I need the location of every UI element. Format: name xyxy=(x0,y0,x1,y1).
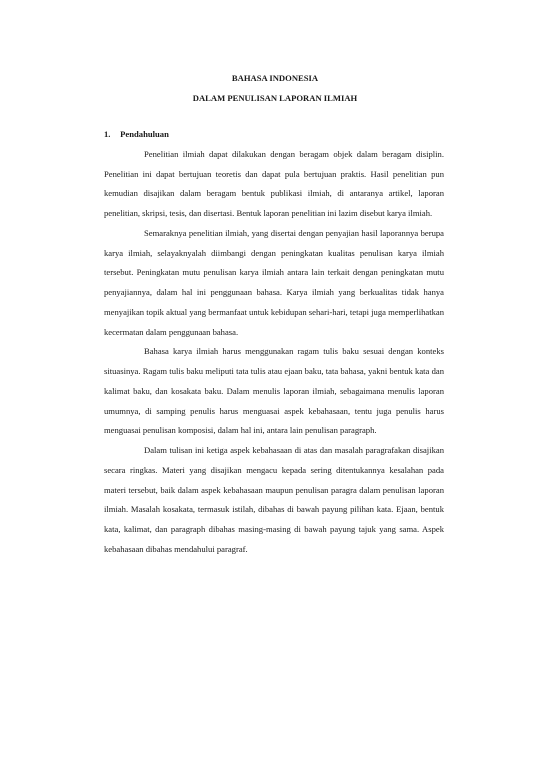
title-line-1: BAHASA INDONESIA xyxy=(231,73,319,83)
section-number: 1. xyxy=(104,129,111,139)
section-title: Pendahuluan xyxy=(120,129,169,139)
document-title xyxy=(0,68,550,108)
paragraph-1: Penelitian ilmiah dapat dilakukan dengan beragam objek dalam beragam disiplin. Penelitian ini dapat bertujuan teoretis dan dapat pula bertujuan praktis. Hasil penelitian pun kemudian disajikan dalam beragam bentuk publikasi ilmiah, di antaranya artikel, laporan penelitian, skripsi, tesis, dan disertasi. Bentuk laporan penelitian ini lazim disebut karya ilmiah. xyxy=(104,148,444,218)
title-line-2: DALAM PENULISAN LAPORAN ILMIAH xyxy=(192,93,358,103)
paragraph-2: Semaraknya penelitian ilmiah, yang disertai dengan penyajian hasil laporannya berupa karya ilmiah, selayaknyalah diimbangi dengan peningkatan kualitas penulisan karya ilmiah tersebut. Peningkatan mutu penulisan karya ilmiah antara lain terkait dengan peningkatan mutu penyajiannya, dalam hal ini penggunaan bahasa. Karya ilmiah yang berkualitas tidak hanya menyajikan topik aktual yang bermanfaat untuk kebidupan sehari-hari, tetapi juga memperlihatkan kecermatan dalam penggunaan bahasa. xyxy=(104,227,444,337)
paragraph-3: Bahasa karya ilmiah harus menggunakan ragam tulis baku sesuai dengan konteks situasinya. Ragam tulis baku meliputi tata tulis atau ejaan baku, tata bahasa, yakni bentuk kata dan kalimat baku, dan kosakata baku. Dalam menulis laporan ilmiah, sebagaimana menulis laporan umumnya, di samping penulis harus menguasai aspek kebahasaan, tentu juga penulis harus menguasai penulisan komposisi, dalam hal ini, antara lain penulisan paragraph. xyxy=(104,346,444,436)
document-body xyxy=(104,125,444,560)
paragraph-4: Dalam tulisan ini ketiga aspek kebahasaan di atas dan masalah paragrafakan disajikan secara ringkas. Materi yang disajikan mengacu kepada sering ditentukannya kesalahan pada materi tersebut, baik dalam aspek kebahasaan maupun penulisan paragra dalam penulisan laporan ilmiah. Masalah kosakata, termasuk istilah, dibahas di bawah payung pilihan kata. Ejaan, bentuk kata, kalimat, dan paragraph dibahas masing-masing di bawah payung tajuk yang sama. Aspek kebahasaan dibahas mendahului paragraf. xyxy=(104,445,444,554)
section-heading xyxy=(104,125,444,145)
